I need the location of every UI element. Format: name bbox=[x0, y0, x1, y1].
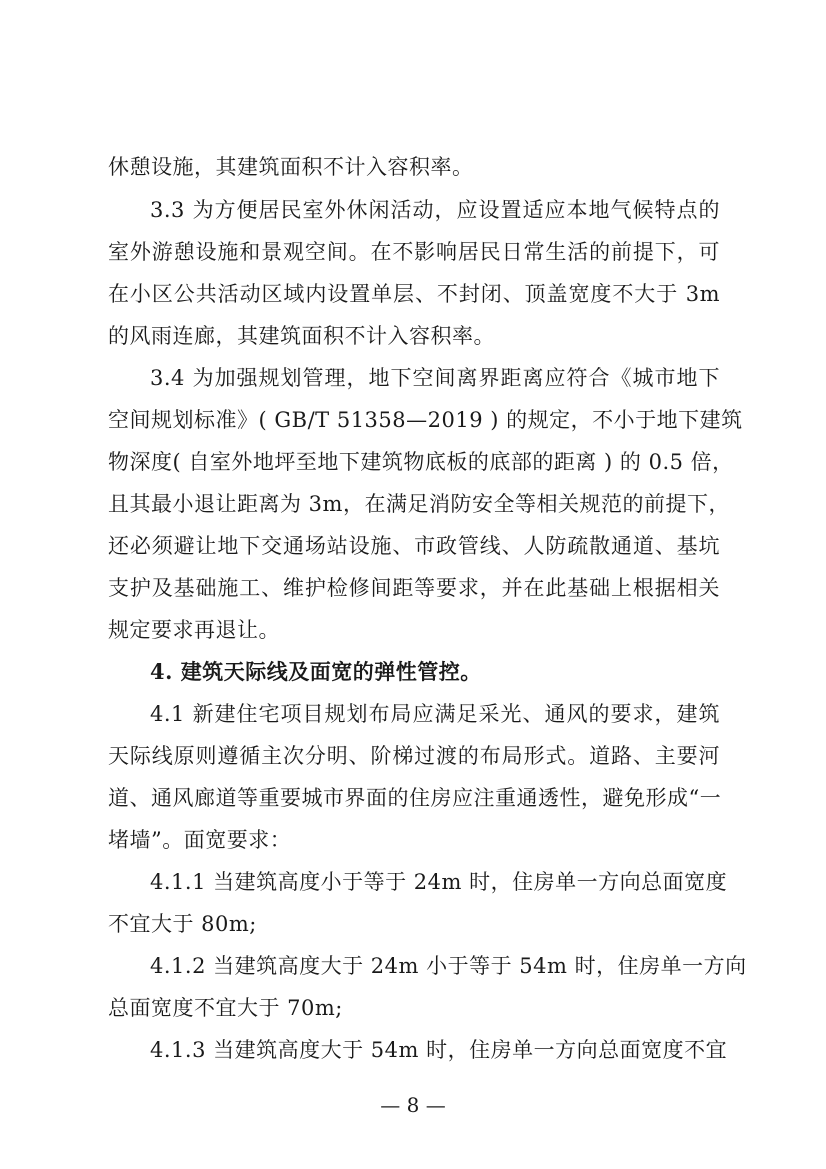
body-text-line: 的风雨连廊，其建筑面积不计入容积率。 bbox=[108, 324, 495, 348]
body-text-line: 不宜大于 80m; bbox=[108, 912, 257, 936]
section-3-3-line: 3.3 为方便居民室外休闲活动，应设置适应本地气候特点的 bbox=[150, 198, 720, 222]
section-4-1-1-line: 4.1.1 当建筑高度小于等于 24m 时，住房单一方向总面宽度 bbox=[150, 870, 728, 894]
body-text-line: 道、通风廊道等重要城市界面的住房应注重通透性，避免形成“一 bbox=[108, 786, 722, 810]
body-text-line: 还必须避让地下交通场站设施、市政管线、人防疏散通道、基坑 bbox=[108, 534, 720, 558]
body-text-line: 在小区公共活动区域内设置单层、不封闭、顶盖宽度不大于 3m bbox=[108, 282, 720, 306]
body-text-line: 规定要求再退让。 bbox=[108, 618, 280, 642]
body-text-line: 室外游憩设施和景观空间。在不影响居民日常生活的前提下，可 bbox=[108, 240, 720, 264]
body-text-line: 空间规划标准》( GB/T 51358—2019 ) 的规定，不小于地下建筑 bbox=[108, 408, 743, 432]
body-text-line: 天际线原则遵循主次分明、阶梯过渡的布局形式。道路、主要河 bbox=[108, 744, 720, 768]
section-3-4-line: 3.4 为加强规划管理，地下空间离界距离应符合《城市地下 bbox=[150, 366, 720, 390]
section-4-1-2-line: 4.1.2 当建筑高度大于 24m 小于等于 54m 时，住房单一方向 bbox=[150, 954, 747, 978]
section-4-heading: 4. 建筑天际线及面宽的弹性管控。 bbox=[150, 659, 482, 684]
body-text-line: 堵墙”。面宽要求： bbox=[108, 828, 292, 852]
body-text-line: 且其最小退让距离为 3m，在满足消防安全等相关规范的前提下， bbox=[108, 492, 730, 516]
body-text-line: 物深度( 自室外地坪至地下建筑物底板的底部的距离 ) 的 0.5 倍， bbox=[108, 450, 734, 474]
body-text-line: 总面宽度不宜大于 70m; bbox=[108, 996, 343, 1020]
section-4-1-line: 4.1 新建住宅项目规划布局应满足采光、通风的要求，建筑 bbox=[150, 702, 720, 726]
body-text-line: 支护及基础施工、维护检修间距等要求，并在此基础上根据相关 bbox=[108, 576, 720, 600]
page-number: — 8 — bbox=[380, 1093, 446, 1117]
section-4-1-3-line: 4.1.3 当建筑高度大于 54m 时，住房单一方向总面宽度不宜 bbox=[150, 1038, 728, 1062]
body-text-line: 休憩设施，其建筑面积不计入容积率。 bbox=[108, 155, 474, 179]
